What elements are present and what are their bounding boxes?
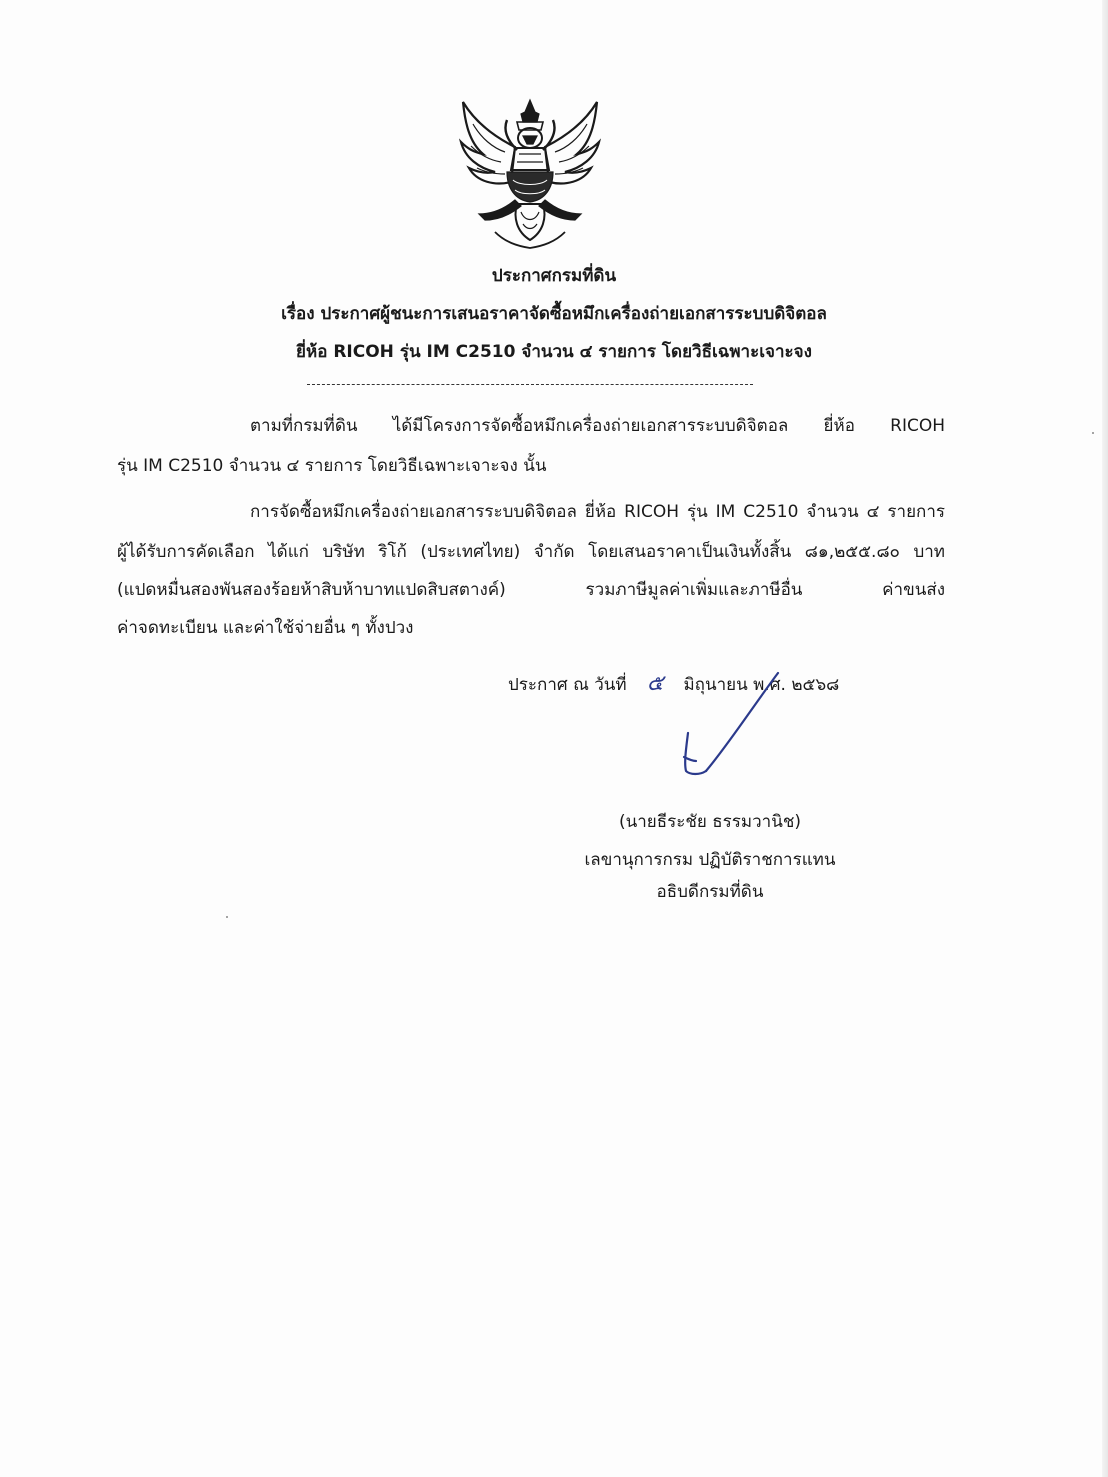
paragraph-2-line-4: ค่าจดทะเบียน และค่าใช้จ่ายอื่น ๆ ทั้งปวง bbox=[117, 618, 414, 638]
scan-speck bbox=[226, 916, 228, 918]
paragraph-1-line-2: รุ่น IM C2510 จำนวน ๔ รายการ โดยวิธีเฉพาะเจาะจง นั้น bbox=[117, 456, 547, 476]
announcement-subject-line-2: ยี่ห้อ RICOH รุ่น IM C2510 จำนวน ๔ รายการ โดยวิธีเฉพาะเจาะจง bbox=[296, 342, 812, 362]
heading-divider bbox=[307, 384, 753, 385]
handwritten-signature bbox=[670, 665, 800, 790]
paragraph-2-line-2: ผู้ได้รับการคัดเลือก ได้แก่ บริษัท ริโก้ (ประเทศไทย) จำกัด โดยเสนอราคาเป็นเงินทั้งสิ้น ๘๑,๒๕๕.๘๐ บาท bbox=[117, 542, 945, 562]
date-month-year: มิถุนายน พ.ศ. ๒๕๖๘ bbox=[683, 675, 840, 695]
page-edge-shadow bbox=[1102, 0, 1108, 1477]
announcement-subject-line-1: เรื่อง ประกาศผู้ชนะการเสนอราคาจัดซื้อหมึกเครื่องถ่ายเอกสารระบบดิจิตอล bbox=[281, 304, 827, 324]
paragraph-2-line-3: (แปดหมื่นสองพันสองร้อยห้าสิบห้าบาทแปดสิบสตางค์) รวมภาษีมูลค่าเพิ่มและภาษีอื่น ค่าขนส่ง bbox=[117, 580, 945, 600]
date-prefix: ประกาศ ณ วันที่ bbox=[508, 675, 627, 695]
signatory-name: (นายธีระชัย ธรรมวานิช) bbox=[618, 812, 802, 832]
signatory-position: เลขานุการกรม ปฏิบัติราชการแทน bbox=[584, 850, 836, 870]
paragraph-1-line-1: ตามที่กรมที่ดิน ได้มีโครงการจัดซื้อหมึกเครื่องถ่ายเอกสารระบบดิจิตอล ยี่ห้อ RICOH bbox=[250, 416, 945, 436]
scan-speck bbox=[1092, 432, 1094, 434]
garuda-emblem-icon bbox=[455, 92, 605, 252]
signatory-title: อธิบดีกรมที่ดิน bbox=[656, 882, 764, 902]
announcement-title: ประกาศกรมที่ดิน bbox=[491, 266, 617, 286]
paragraph-2-line-1: การจัดซื้อหมึกเครื่องถ่ายเอกสารระบบดิจิตอล ยี่ห้อ RICOH รุ่น IM C2510 จำนวน ๔ รายการ bbox=[250, 502, 945, 522]
date-day-handwritten: ๕ bbox=[646, 671, 664, 696]
